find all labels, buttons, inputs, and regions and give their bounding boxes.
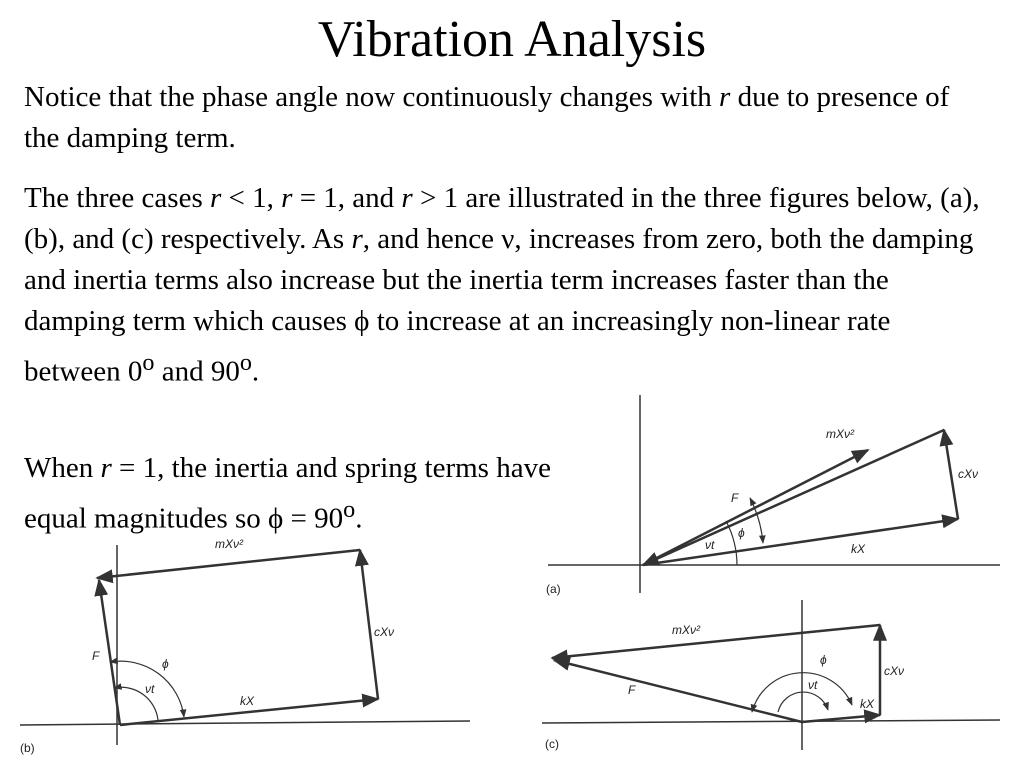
fig-a-label-inertia: mXν² xyxy=(826,427,854,441)
fig-c-caption: (c) xyxy=(545,737,559,751)
fig-a-label-force: F xyxy=(731,491,739,505)
fig-b-label-spring: kX xyxy=(240,694,255,708)
fig-c-label-inertia: mXν² xyxy=(672,623,700,637)
fig-a-label-damping: cXν xyxy=(958,467,979,481)
fig-b-label-force: F xyxy=(92,649,100,663)
fig-b-caption: (b) xyxy=(20,741,35,755)
fig-a-label-phi: ϕ xyxy=(738,526,745,540)
fig-b-label-damping: cXν xyxy=(374,625,395,639)
slide-title: Vibration Analysis xyxy=(317,11,707,68)
fig-c-label-force: F xyxy=(628,683,636,697)
figure-c-diagram xyxy=(542,600,1000,751)
fig-a-label-spring: kX xyxy=(851,542,866,556)
fig-b-label-phi: ϕ xyxy=(162,657,169,671)
fig-c-label-spring: kX xyxy=(860,697,875,711)
figure-a-diagram xyxy=(546,395,1000,596)
paragraph-phase-angle: Notice that the phase angle now continuously changes with r due to presence of the damping term. xyxy=(24,81,950,154)
fig-c-label-nut: νt xyxy=(808,678,818,692)
fig-b-label-nut: νt xyxy=(145,682,155,696)
fig-b-label-inertia: mXν² xyxy=(215,537,243,551)
figure-b-diagram xyxy=(20,537,470,755)
fig-a-caption: (a) xyxy=(546,582,561,596)
fig-c-label-damping: cXν xyxy=(884,664,905,678)
fig-c-label-phi: ϕ xyxy=(820,653,827,667)
paragraph-three-cases: The three cases r < 1, r = 1, and r > 1 are illustrated in the three figures below, (a), (b), and (c) respectively. As r, and hence ν, increases from zero, both the damping and inertia terms also increase but the inertia term increases faster than the damping term which causes ϕ to increase at an increasingly non-linear rate between 0$^o$ and 90$^o$. xyxy=(24,182,980,388)
fig-a-label-nut: νt xyxy=(705,538,715,552)
paragraph-resonance: When r = 1, the inertia and spring terms have equal magnitudes so $\phi = 90^o$. xyxy=(24,452,551,535)
